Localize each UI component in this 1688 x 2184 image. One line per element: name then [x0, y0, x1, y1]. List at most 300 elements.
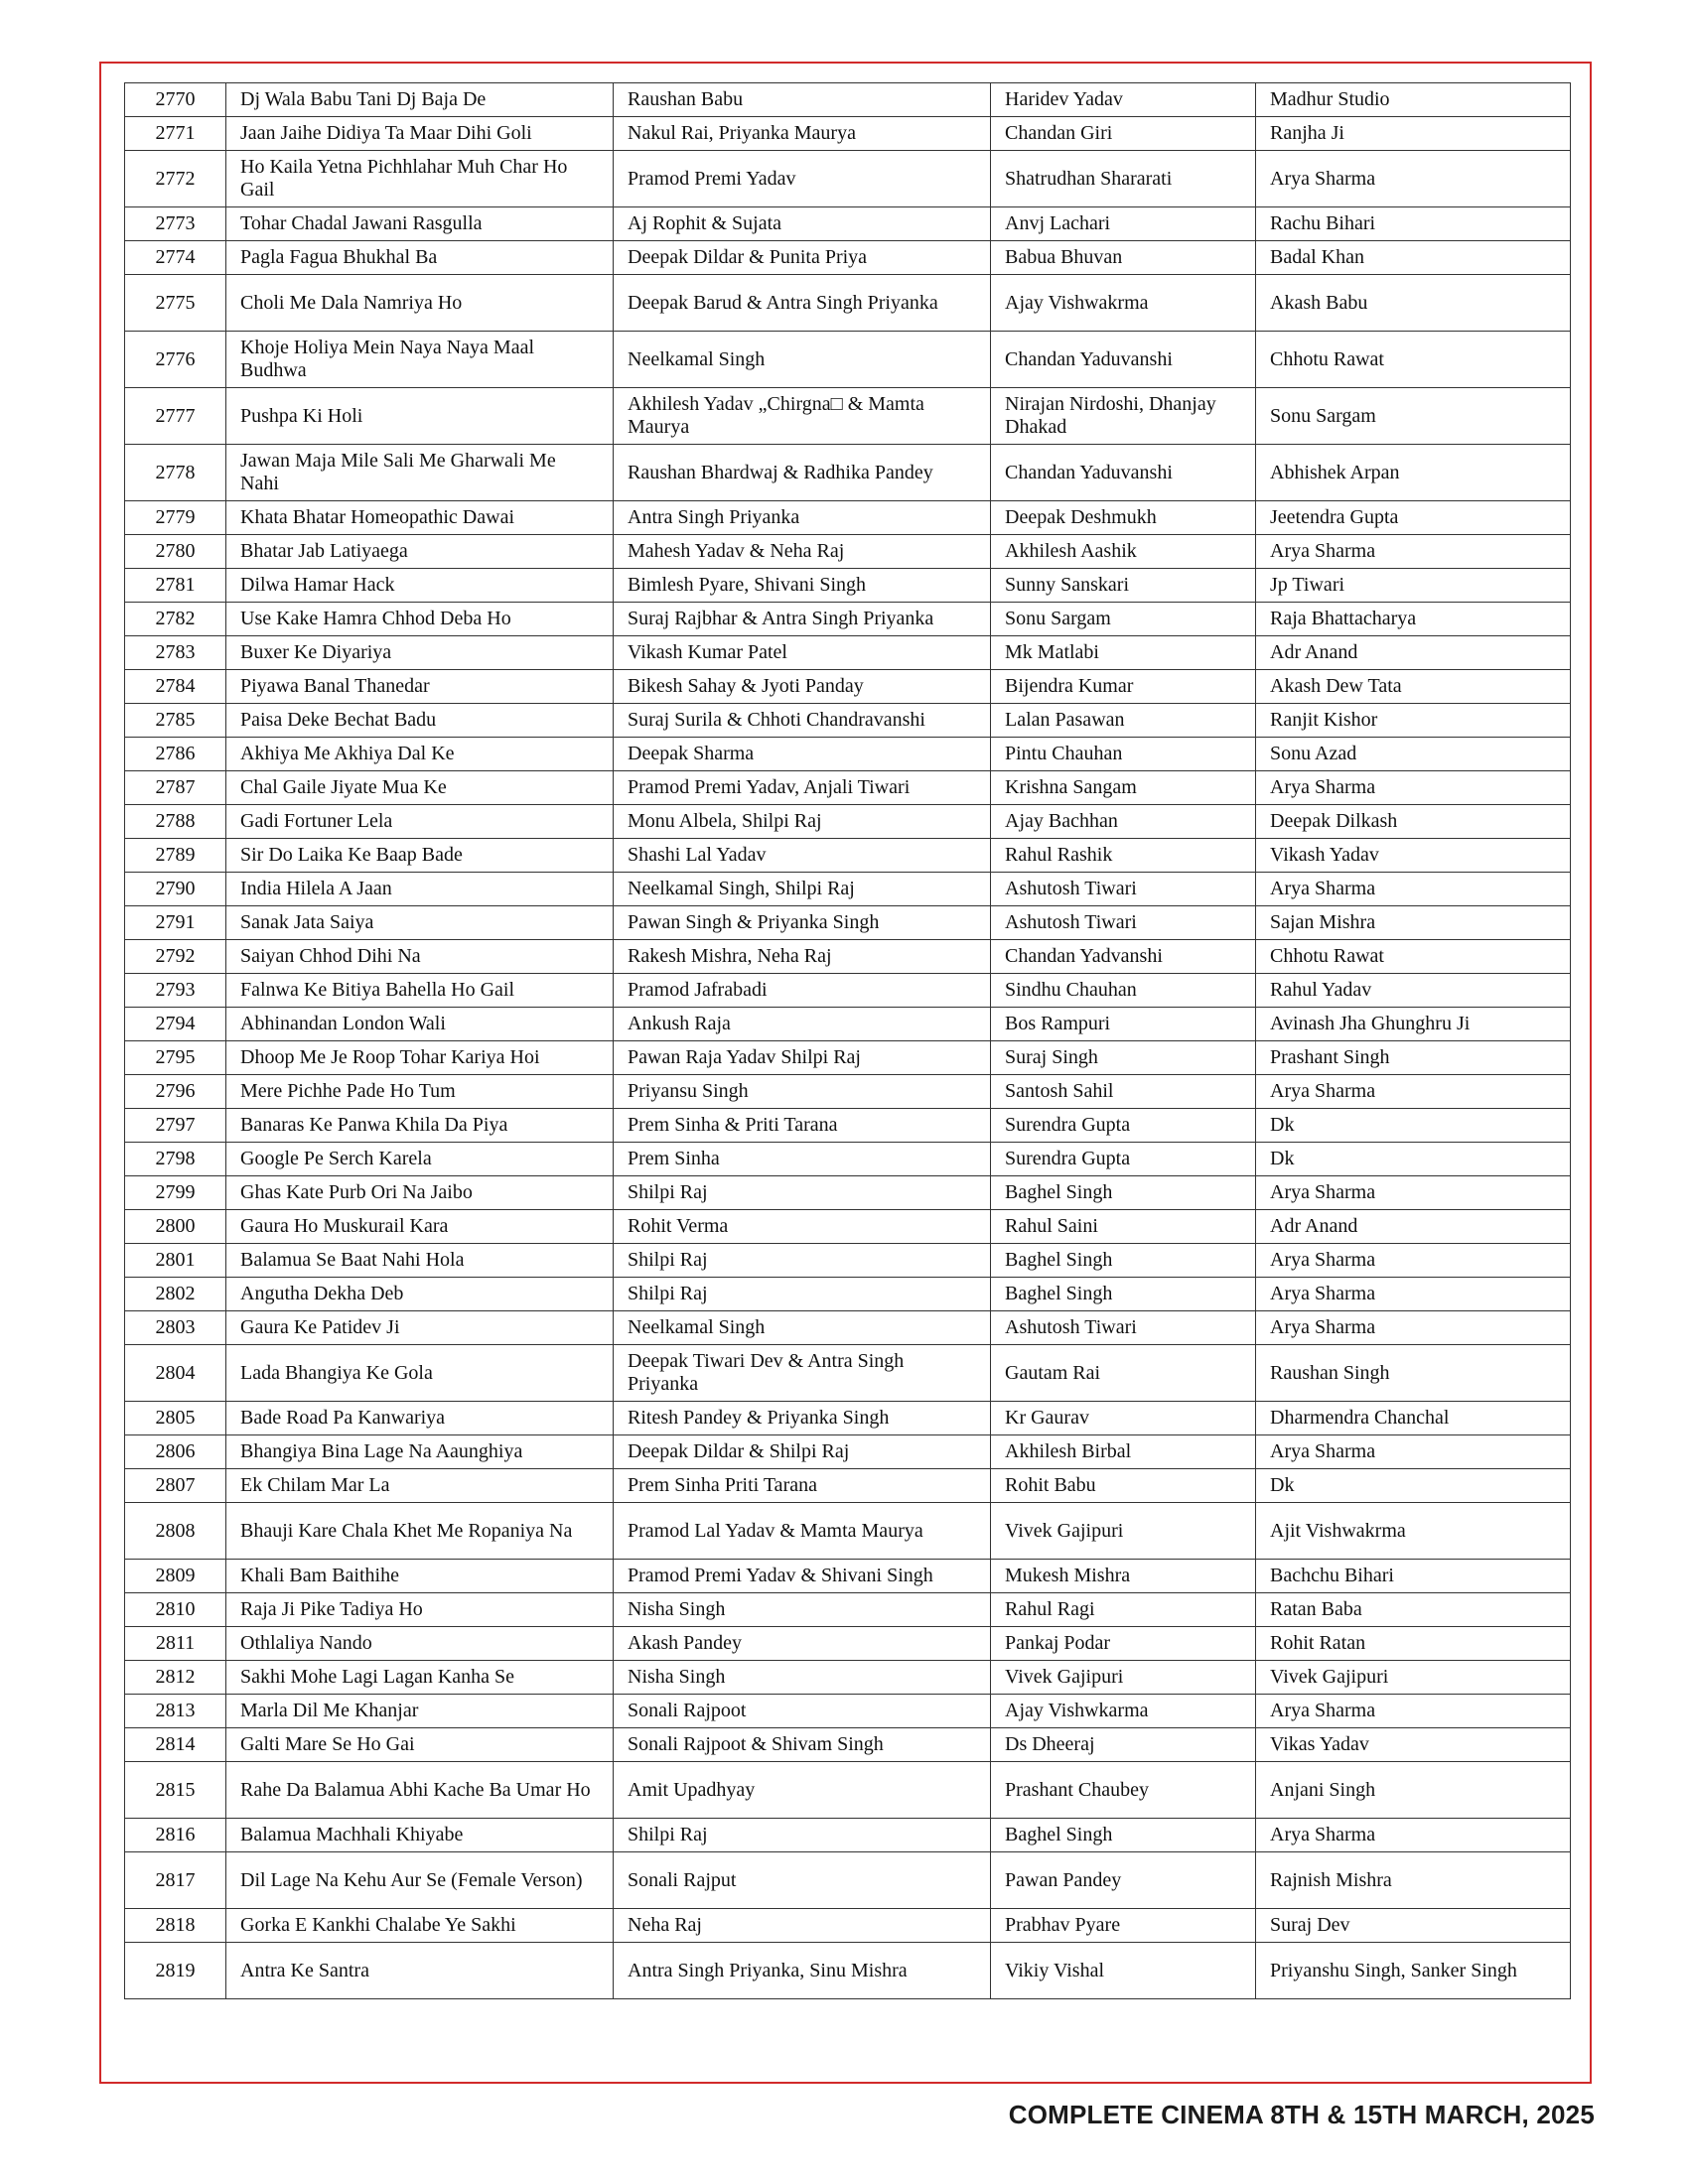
lyricist-cell: Baghel Singh	[991, 1819, 1256, 1852]
music-cell: Badal Khan	[1256, 241, 1571, 275]
song-number-cell: 2816	[125, 1819, 226, 1852]
song-title-cell: Sakhi Mohe Lagi Lagan Kanha Se	[226, 1661, 614, 1695]
table-row	[125, 275, 1571, 332]
song-title-cell: Lada Bhangiya Ke Gola	[226, 1345, 614, 1402]
lyricist-cell: Bijendra Kumar	[991, 670, 1256, 704]
table-row	[125, 906, 1571, 940]
table-row	[125, 1627, 1571, 1661]
music-cell: Abhishek Arpan	[1256, 445, 1571, 501]
table-row	[125, 771, 1571, 805]
song-title-cell: Dil Lage Na Kehu Aur Se (Female Verson)	[226, 1852, 614, 1909]
singer-cell: Prem Sinha	[614, 1143, 991, 1176]
song-title-cell: Ho Kaila Yetna Pichhlahar Muh Char Ho Gail	[226, 151, 614, 207]
song-title-cell: Ghas Kate Purb Ori Na Jaibo	[226, 1176, 614, 1210]
singer-cell: Shilpi Raj	[614, 1819, 991, 1852]
singer-cell: Aj Rophit & Sujata	[614, 207, 991, 241]
lyricist-cell: Haridev Yadav	[991, 83, 1256, 117]
music-cell: Madhur Studio	[1256, 83, 1571, 117]
singer-cell: Nakul Rai, Priyanka Maurya	[614, 117, 991, 151]
song-title-cell: Paisa Deke Bechat Badu	[226, 704, 614, 738]
song-number-cell: 2813	[125, 1695, 226, 1728]
table-row	[125, 1345, 1571, 1402]
table-row	[125, 1402, 1571, 1435]
music-cell: Jp Tiwari	[1256, 569, 1571, 603]
table-row	[125, 1008, 1571, 1041]
singer-cell: Shilpi Raj	[614, 1278, 991, 1311]
table-row	[125, 1762, 1571, 1819]
song-number-cell: 2799	[125, 1176, 226, 1210]
song-title-cell: Pagla Fagua Bhukhal Ba	[226, 241, 614, 275]
song-number-cell: 2780	[125, 535, 226, 569]
music-cell: Ratan Baba	[1256, 1593, 1571, 1627]
singer-cell: Priyansu Singh	[614, 1075, 991, 1109]
table-row	[125, 1560, 1571, 1593]
music-cell: Rachu Bihari	[1256, 207, 1571, 241]
song-title-cell: Balamua Machhali Khiyabe	[226, 1819, 614, 1852]
song-title-cell: Antra Ke Santra	[226, 1943, 614, 1999]
lyricist-cell: Shatrudhan Shararati	[991, 151, 1256, 207]
lyricist-cell: Sindhu Chauhan	[991, 974, 1256, 1008]
table-row	[125, 241, 1571, 275]
lyricist-cell: Surendra Gupta	[991, 1109, 1256, 1143]
song-title-cell: Banaras Ke Panwa Khila Da Piya	[226, 1109, 614, 1143]
song-title-cell: Gaura Ke Patidev Ji	[226, 1311, 614, 1345]
music-cell: Ajit Vishwakrma	[1256, 1503, 1571, 1560]
music-cell: Prashant Singh	[1256, 1041, 1571, 1075]
lyricist-cell: Rohit Babu	[991, 1469, 1256, 1503]
table-row	[125, 1661, 1571, 1695]
singer-cell: Pramod Premi Yadav	[614, 151, 991, 207]
table-row	[125, 1041, 1571, 1075]
table-row	[125, 569, 1571, 603]
song-title-cell: Google Pe Serch Karela	[226, 1143, 614, 1176]
song-number-cell: 2811	[125, 1627, 226, 1661]
song-title-cell: Akhiya Me Akhiya Dal Ke	[226, 738, 614, 771]
lyricist-cell: Mk Matlabi	[991, 636, 1256, 670]
music-cell: Arya Sharma	[1256, 1244, 1571, 1278]
table-row	[125, 83, 1571, 117]
music-cell: Dk	[1256, 1469, 1571, 1503]
lyricist-cell: Rahul Saini	[991, 1210, 1256, 1244]
music-cell: Arya Sharma	[1256, 1075, 1571, 1109]
table-row	[125, 1695, 1571, 1728]
lyricist-cell: Suraj Singh	[991, 1041, 1256, 1075]
table-row	[125, 1819, 1571, 1852]
song-number-cell: 2776	[125, 332, 226, 388]
song-number-cell: 2817	[125, 1852, 226, 1909]
table-row	[125, 535, 1571, 569]
table-row	[125, 151, 1571, 207]
song-title-cell: Gorka E Kankhi Chalabe Ye Sakhi	[226, 1909, 614, 1943]
song-title-cell: Buxer Ke Diyariya	[226, 636, 614, 670]
song-number-cell: 2774	[125, 241, 226, 275]
song-number-cell: 2796	[125, 1075, 226, 1109]
song-number-cell: 2786	[125, 738, 226, 771]
singer-cell: Shilpi Raj	[614, 1244, 991, 1278]
table-row	[125, 207, 1571, 241]
music-cell: Arya Sharma	[1256, 1435, 1571, 1469]
singer-cell: Deepak Tiwari Dev & Antra Singh Priyanka	[614, 1345, 991, 1402]
singer-cell: Akash Pandey	[614, 1627, 991, 1661]
singer-cell: Sonali Rajpoot & Shivam Singh	[614, 1728, 991, 1762]
song-number-cell: 2805	[125, 1402, 226, 1435]
music-cell: Jeetendra Gupta	[1256, 501, 1571, 535]
singer-cell: Ankush Raja	[614, 1008, 991, 1041]
song-number-cell: 2804	[125, 1345, 226, 1402]
table-row	[125, 873, 1571, 906]
song-number-cell: 2797	[125, 1109, 226, 1143]
table-row	[125, 1244, 1571, 1278]
song-title-cell: Pushpa Ki Holi	[226, 388, 614, 445]
music-cell: Dk	[1256, 1143, 1571, 1176]
song-title-cell: Mere Pichhe Pade Ho Tum	[226, 1075, 614, 1109]
music-cell: Vivek Gajipuri	[1256, 1661, 1571, 1695]
music-cell: Rahul Yadav	[1256, 974, 1571, 1008]
singer-cell: Monu Albela, Shilpi Raj	[614, 805, 991, 839]
song-number-cell: 2818	[125, 1909, 226, 1943]
music-cell: Deepak Dilkash	[1256, 805, 1571, 839]
lyricist-cell: Kr Gaurav	[991, 1402, 1256, 1435]
song-title-cell: Balamua Se Baat Nahi Hola	[226, 1244, 614, 1278]
song-number-cell: 2793	[125, 974, 226, 1008]
lyricist-cell: Vikiy Vishal	[991, 1943, 1256, 1999]
music-cell: Raushan Singh	[1256, 1345, 1571, 1402]
lyricist-cell: Vivek Gajipuri	[991, 1661, 1256, 1695]
song-title-cell: Chal Gaile Jiyate Mua Ke	[226, 771, 614, 805]
lyricist-cell: Nirajan Nirdoshi, Dhanjay Dhakad	[991, 388, 1256, 445]
lyricist-cell: Chandan Giri	[991, 117, 1256, 151]
song-number-cell: 2815	[125, 1762, 226, 1819]
music-cell: Arya Sharma	[1256, 1176, 1571, 1210]
song-title-cell: Sanak Jata Saiya	[226, 906, 614, 940]
music-cell: Priyanshu Singh, Sanker Singh	[1256, 1943, 1571, 1999]
table-row	[125, 1943, 1571, 1999]
music-cell: Vikash Yadav	[1256, 839, 1571, 873]
song-number-cell: 2812	[125, 1661, 226, 1695]
table-row	[125, 1469, 1571, 1503]
singer-cell: Nisha Singh	[614, 1661, 991, 1695]
song-title-cell: Saiyan Chhod Dihi Na	[226, 940, 614, 974]
song-number-cell: 2791	[125, 906, 226, 940]
table-row	[125, 501, 1571, 535]
music-cell: Dharmendra Chanchal	[1256, 1402, 1571, 1435]
song-title-cell: Gadi Fortuner Lela	[226, 805, 614, 839]
singer-cell: Shilpi Raj	[614, 1176, 991, 1210]
song-title-cell: Falnwa Ke Bitiya Bahella Ho Gail	[226, 974, 614, 1008]
singer-cell: Nisha Singh	[614, 1593, 991, 1627]
song-number-cell: 2802	[125, 1278, 226, 1311]
lyricist-cell: Chandan Yadvanshi	[991, 940, 1256, 974]
lyricist-cell: Akhilesh Aashik	[991, 535, 1256, 569]
singer-cell: Neelkamal Singh	[614, 332, 991, 388]
singer-cell: Vikash Kumar Patel	[614, 636, 991, 670]
song-title-cell: Sir Do Laika Ke Baap Bade	[226, 839, 614, 873]
song-title-cell: Khali Bam Baithihe	[226, 1560, 614, 1593]
song-title-cell: Khata Bhatar Homeopathic Dawai	[226, 501, 614, 535]
song-title-cell: Abhinandan London Wali	[226, 1008, 614, 1041]
table-row	[125, 603, 1571, 636]
singer-cell: Pramod Lal Yadav & Mamta Maurya	[614, 1503, 991, 1560]
footer-publication: COMPLETE CINEMA 8TH & 15TH MARCH, 2025	[1008, 2100, 1595, 2129]
singer-cell: Amit Upadhyay	[614, 1762, 991, 1819]
music-cell: Avinash Jha Ghunghru Ji	[1256, 1008, 1571, 1041]
song-title-cell: Gaura Ho Muskurail Kara	[226, 1210, 614, 1244]
song-title-cell: Angutha Dekha Deb	[226, 1278, 614, 1311]
music-cell: Adr Anand	[1256, 636, 1571, 670]
lyricist-cell: Vivek Gajipuri	[991, 1503, 1256, 1560]
song-number-cell: 2785	[125, 704, 226, 738]
music-cell: Arya Sharma	[1256, 873, 1571, 906]
music-cell: Ranjit Kishor	[1256, 704, 1571, 738]
music-cell: Sonu Azad	[1256, 738, 1571, 771]
song-title-cell: Dj Wala Babu Tani Dj Baja De	[226, 83, 614, 117]
song-number-cell: 2784	[125, 670, 226, 704]
singer-cell: Sonali Rajput	[614, 1852, 991, 1909]
table-row	[125, 1909, 1571, 1943]
lyricist-cell: Baghel Singh	[991, 1278, 1256, 1311]
music-cell: Suraj Dev	[1256, 1909, 1571, 1943]
music-cell: Arya Sharma	[1256, 151, 1571, 207]
song-title-cell: Galti Mare Se Ho Gai	[226, 1728, 614, 1762]
music-cell: Adr Anand	[1256, 1210, 1571, 1244]
music-cell: Akash Babu	[1256, 275, 1571, 332]
music-cell: Bachchu Bihari	[1256, 1560, 1571, 1593]
singer-cell: Prem Sinha & Priti Tarana	[614, 1109, 991, 1143]
lyricist-cell: Babua Bhuvan	[991, 241, 1256, 275]
song-title-cell: Bhatar Jab Latiyaega	[226, 535, 614, 569]
song-title-cell: Jawan Maja Mile Sali Me Gharwali Me Nahi	[226, 445, 614, 501]
singer-cell: Deepak Sharma	[614, 738, 991, 771]
song-number-cell: 2772	[125, 151, 226, 207]
song-number-cell: 2787	[125, 771, 226, 805]
music-cell: Arya Sharma	[1256, 1819, 1571, 1852]
lyricist-cell: Rahul Ragi	[991, 1593, 1256, 1627]
lyricist-cell: Rahul Rashik	[991, 839, 1256, 873]
lyricist-cell: Sunny Sanskari	[991, 569, 1256, 603]
music-cell: Arya Sharma	[1256, 1278, 1571, 1311]
lyricist-cell: Prashant Chaubey	[991, 1762, 1256, 1819]
table-row	[125, 974, 1571, 1008]
song-number-cell: 2771	[125, 117, 226, 151]
song-title-cell: Marla Dil Me Khanjar	[226, 1695, 614, 1728]
lyricist-cell: Ashutosh Tiwari	[991, 1311, 1256, 1345]
song-title-cell: Dhoop Me Je Roop Tohar Kariya Hoi	[226, 1041, 614, 1075]
table-row	[125, 388, 1571, 445]
singer-cell: Bimlesh Pyare, Shivani Singh	[614, 569, 991, 603]
song-title-cell: Bhangiya Bina Lage Na Aaunghiya	[226, 1435, 614, 1469]
lyricist-cell: Pawan Pandey	[991, 1852, 1256, 1909]
table-row	[125, 805, 1571, 839]
table-row	[125, 1109, 1571, 1143]
singer-cell: Sonali Rajpoot	[614, 1695, 991, 1728]
song-number-cell: 2779	[125, 501, 226, 535]
song-title-cell: Rahe Da Balamua Abhi Kache Ba Umar Ho	[226, 1762, 614, 1819]
song-number-cell: 2789	[125, 839, 226, 873]
table-row	[125, 738, 1571, 771]
lyricist-cell: Ajay Vishwkarma	[991, 1695, 1256, 1728]
song-number-cell: 2819	[125, 1943, 226, 1999]
song-title-cell: India Hilela A Jaan	[226, 873, 614, 906]
music-cell: Rajnish Mishra	[1256, 1852, 1571, 1909]
table-row	[125, 332, 1571, 388]
lyricist-cell: Pankaj Podar	[991, 1627, 1256, 1661]
table-row	[125, 1143, 1571, 1176]
music-cell: Arya Sharma	[1256, 535, 1571, 569]
lyricist-cell: Ds Dheeraj	[991, 1728, 1256, 1762]
table-row	[125, 1278, 1571, 1311]
table-row	[125, 839, 1571, 873]
lyricist-cell: Sonu Sargam	[991, 603, 1256, 636]
singer-cell: Pawan Raja Yadav Shilpi Raj	[614, 1041, 991, 1075]
singer-cell: Pawan Singh & Priyanka Singh	[614, 906, 991, 940]
lyricist-cell: Baghel Singh	[991, 1244, 1256, 1278]
lyricist-cell: Krishna Sangam	[991, 771, 1256, 805]
song-title-cell: Tohar Chadal Jawani Rasgulla	[226, 207, 614, 241]
song-number-cell: 2782	[125, 603, 226, 636]
lyricist-cell: Ashutosh Tiwari	[991, 906, 1256, 940]
singer-cell: Deepak Dildar & Shilpi Raj	[614, 1435, 991, 1469]
table-row	[125, 1435, 1571, 1469]
singer-cell: Suraj Rajbhar & Antra Singh Priyanka	[614, 603, 991, 636]
table-row	[125, 704, 1571, 738]
lyricist-cell: Chandan Yaduvanshi	[991, 445, 1256, 501]
music-cell: Arya Sharma	[1256, 1311, 1571, 1345]
singer-cell: Mahesh Yadav & Neha Raj	[614, 535, 991, 569]
lyricist-cell: Prabhav Pyare	[991, 1909, 1256, 1943]
lyricist-cell: Pintu Chauhan	[991, 738, 1256, 771]
table-row	[125, 1311, 1571, 1345]
song-number-cell: 2801	[125, 1244, 226, 1278]
song-number-cell: 2794	[125, 1008, 226, 1041]
song-title-cell: Dilwa Hamar Hack	[226, 569, 614, 603]
singer-cell: Suraj Surila & Chhoti Chandravanshi	[614, 704, 991, 738]
lyricist-cell: Akhilesh Birbal	[991, 1435, 1256, 1469]
song-number-cell: 2773	[125, 207, 226, 241]
lyricist-cell: Surendra Gupta	[991, 1143, 1256, 1176]
lyricist-cell: Chandan Yaduvanshi	[991, 332, 1256, 388]
song-title-cell: Raja Ji Pike Tadiya Ho	[226, 1593, 614, 1627]
singer-cell: Prem Sinha Priti Tarana	[614, 1469, 991, 1503]
singer-cell: Pramod Premi Yadav & Shivani Singh	[614, 1560, 991, 1593]
music-cell: Sajan Mishra	[1256, 906, 1571, 940]
lyricist-cell: Mukesh Mishra	[991, 1560, 1256, 1593]
singer-cell: Bikesh Sahay & Jyoti Panday	[614, 670, 991, 704]
lyricist-cell: Lalan Pasawan	[991, 704, 1256, 738]
song-number-cell: 2803	[125, 1311, 226, 1345]
singer-cell: Pramod Premi Yadav, Anjali Tiwari	[614, 771, 991, 805]
song-number-cell: 2790	[125, 873, 226, 906]
song-title-cell: Ek Chilam Mar La	[226, 1469, 614, 1503]
song-number-cell: 2807	[125, 1469, 226, 1503]
table-row	[125, 1075, 1571, 1109]
music-cell: Anjani Singh	[1256, 1762, 1571, 1819]
singer-cell: Rakesh Mishra, Neha Raj	[614, 940, 991, 974]
lyricist-cell: Ashutosh Tiwari	[991, 873, 1256, 906]
music-cell: Arya Sharma	[1256, 1695, 1571, 1728]
lyricist-cell: Baghel Singh	[991, 1176, 1256, 1210]
song-number-cell: 2792	[125, 940, 226, 974]
music-cell: Ranjha Ji	[1256, 117, 1571, 151]
singer-cell: Shashi Lal Yadav	[614, 839, 991, 873]
music-cell: Sonu Sargam	[1256, 388, 1571, 445]
song-number-cell: 2781	[125, 569, 226, 603]
lyricist-cell: Deepak Deshmukh	[991, 501, 1256, 535]
music-cell: Vikas Yadav	[1256, 1728, 1571, 1762]
song-number-cell: 2775	[125, 275, 226, 332]
music-cell: Akash Dew Tata	[1256, 670, 1571, 704]
singer-cell: Antra Singh Priyanka, Sinu Mishra	[614, 1943, 991, 1999]
table-row	[125, 1503, 1571, 1560]
song-number-cell: 2795	[125, 1041, 226, 1075]
lyricist-cell: Ajay Vishwakrma	[991, 275, 1256, 332]
table-body	[125, 83, 1571, 1999]
song-number-cell: 2777	[125, 388, 226, 445]
table-row	[125, 1728, 1571, 1762]
singer-cell: Deepak Dildar & Punita Priya	[614, 241, 991, 275]
table-row	[125, 1852, 1571, 1909]
song-registry-table	[124, 82, 1571, 1999]
song-number-cell: 2798	[125, 1143, 226, 1176]
music-cell: Rohit Ratan	[1256, 1627, 1571, 1661]
singer-cell: Raushan Babu	[614, 83, 991, 117]
song-number-cell: 2770	[125, 83, 226, 117]
music-cell: Dk	[1256, 1109, 1571, 1143]
table-row	[125, 1593, 1571, 1627]
lyricist-cell: Anvj Lachari	[991, 207, 1256, 241]
song-title-cell: Use Kake Hamra Chhod Deba Ho	[226, 603, 614, 636]
table-row	[125, 117, 1571, 151]
singer-cell: Pramod Jafrabadi	[614, 974, 991, 1008]
singer-cell: Neelkamal Singh	[614, 1311, 991, 1345]
singer-cell: Ritesh Pandey & Priyanka Singh	[614, 1402, 991, 1435]
singer-cell: Akhilesh Yadav „Chirgna□ & Mamta Maurya	[614, 388, 991, 445]
song-number-cell: 2809	[125, 1560, 226, 1593]
music-cell: Raja Bhattacharya	[1256, 603, 1571, 636]
table-row	[125, 636, 1571, 670]
song-title-cell: Othlaliya Nando	[226, 1627, 614, 1661]
lyricist-cell: Bos Rampuri	[991, 1008, 1256, 1041]
singer-cell: Raushan Bhardwaj & Radhika Pandey	[614, 445, 991, 501]
song-title-cell: Piyawa Banal Thanedar	[226, 670, 614, 704]
music-cell: Chhotu Rawat	[1256, 940, 1571, 974]
lyricist-cell: Ajay Bachhan	[991, 805, 1256, 839]
table-row	[125, 670, 1571, 704]
lyricist-cell: Gautam Rai	[991, 1345, 1256, 1402]
singer-cell: Neelkamal Singh, Shilpi Raj	[614, 873, 991, 906]
table-row	[125, 1176, 1571, 1210]
table-row	[125, 940, 1571, 974]
song-number-cell: 2783	[125, 636, 226, 670]
singer-cell: Rohit Verma	[614, 1210, 991, 1244]
singer-cell: Deepak Barud & Antra Singh Priyanka	[614, 275, 991, 332]
song-number-cell: 2810	[125, 1593, 226, 1627]
song-number-cell: 2814	[125, 1728, 226, 1762]
table-row	[125, 1210, 1571, 1244]
singer-cell: Neha Raj	[614, 1909, 991, 1943]
song-number-cell: 2808	[125, 1503, 226, 1560]
song-number-cell: 2788	[125, 805, 226, 839]
song-number-cell: 2806	[125, 1435, 226, 1469]
song-number-cell: 2778	[125, 445, 226, 501]
song-title-cell: Bade Road Pa Kanwariya	[226, 1402, 614, 1435]
lyricist-cell: Santosh Sahil	[991, 1075, 1256, 1109]
song-number-cell: 2800	[125, 1210, 226, 1244]
song-title-cell: Khoje Holiya Mein Naya Naya Maal Budhwa	[226, 332, 614, 388]
music-cell: Chhotu Rawat	[1256, 332, 1571, 388]
singer-cell: Antra Singh Priyanka	[614, 501, 991, 535]
music-cell: Arya Sharma	[1256, 771, 1571, 805]
song-title-cell: Choli Me Dala Namriya Ho	[226, 275, 614, 332]
